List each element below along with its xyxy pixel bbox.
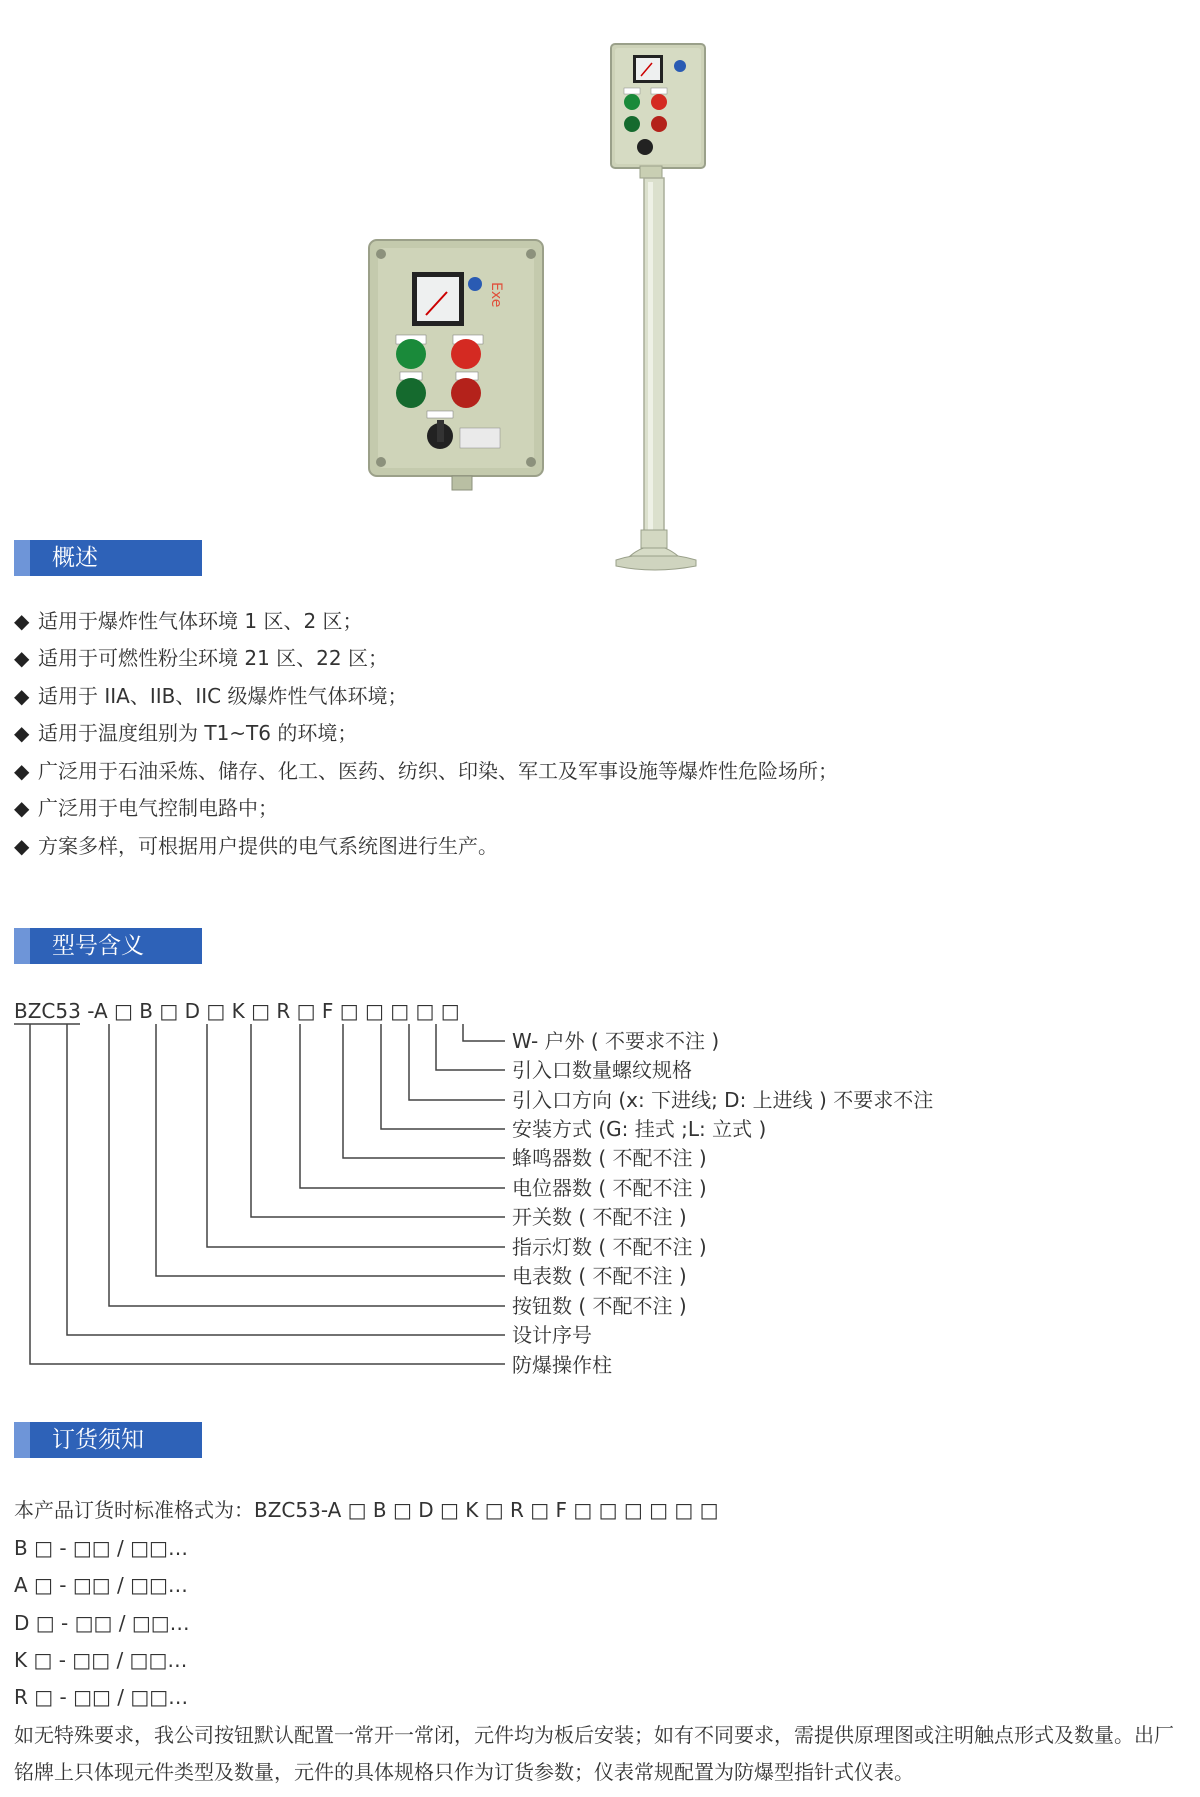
section-header-model xyxy=(14,928,202,964)
list-item: ◆ 适用于爆炸性气体环境 1 区、2 区； xyxy=(14,609,363,633)
legend-item: 安装方式 (G: 挂式 ;L: 立式 ) xyxy=(512,1117,767,1141)
order-format: 本产品订货时标准格式为：BZC53-A □ B □ D □ K □ R □ F □ □ □ □ □ □ xyxy=(14,1498,719,1522)
diamond-icon: ◆ xyxy=(14,759,30,783)
wall-station-illustration xyxy=(369,240,543,490)
order-line: K □ - □□ / □□… xyxy=(14,1648,188,1672)
list-item: ◆ 广泛用于石油采炼、储存、化工、医药、纺织、印染、军工及军事设施等爆炸性危险场所； xyxy=(14,759,838,783)
order-note: 如无特殊要求，我公司按钮默认配置一常开一常闭，元件均为板后安装；如有不同要求，需提供原理图或注明触点形式及数量。出厂铭牌上只体现元件类型及数量，元件的具体规格只作为订货参数；仪表常规配置为防爆型指针式仪表。 xyxy=(14,1723,1174,1784)
diamond-icon: ◆ xyxy=(14,721,30,745)
section-header-order xyxy=(14,1422,202,1458)
legend-item: 电表数 ( 不配不注 ) xyxy=(512,1264,687,1288)
legend-item: 设计序号 xyxy=(512,1323,592,1347)
exe-mark: Exe xyxy=(488,282,504,308)
list-item: ◆ 适用于可燃性粉尘环境 21 区、22 区； xyxy=(14,646,388,670)
order-line: B □ - □□ / □□… xyxy=(14,1536,188,1560)
section-title: 订货须知 xyxy=(52,1427,144,1453)
legend-item: 蜂鸣器数 ( 不配不注 ) xyxy=(512,1146,707,1170)
legend-item: 引入口方向 (x: 下进线; D: 上进线 ) 不要求不注 xyxy=(512,1088,934,1112)
list-item: ◆ 适用于 IIA、IIB、IIC 级爆炸性气体环境； xyxy=(14,684,408,708)
list-item: ◆ 广泛用于电气控制电路中； xyxy=(14,796,278,820)
list-item: ◆ 方案多样，可根据用户提供的电气系统图进行生产。 xyxy=(14,834,498,858)
legend-item: 防爆操作柱 xyxy=(512,1353,612,1377)
product-image xyxy=(0,0,1200,580)
order-line: R □ - □□ / □□… xyxy=(14,1685,189,1709)
diamond-icon: ◆ xyxy=(14,834,30,858)
legend-item: 开关数 ( 不配不注 ) xyxy=(512,1205,687,1229)
section-title: 型号含义 xyxy=(52,933,144,959)
order-line: A □ - □□ / □□… xyxy=(14,1573,188,1597)
legend-item: 按钮数 ( 不配不注 ) xyxy=(512,1294,687,1318)
section-accent xyxy=(14,540,30,576)
model-code: BZC53 -A □ B □ D □ K □ R □ F □ □ □ □ □ xyxy=(14,999,460,1023)
diamond-icon: ◆ xyxy=(14,609,30,633)
legend-item: 指示灯数 ( 不配不注 ) xyxy=(512,1235,707,1259)
section-accent xyxy=(14,1422,30,1458)
list-item: ◆ 适用于温度组别为 T1~T6 的环境； xyxy=(14,721,358,745)
diamond-icon: ◆ xyxy=(14,646,30,670)
legend-item: 电位器数 ( 不配不注 ) xyxy=(512,1176,707,1200)
section-header-overview xyxy=(14,540,202,576)
legend-item: 引入口数量螺纹规格 xyxy=(512,1058,692,1082)
section-accent xyxy=(14,928,30,964)
diamond-icon: ◆ xyxy=(14,796,30,820)
section-title: 概述 xyxy=(52,545,98,571)
column-station-illustration xyxy=(611,44,705,570)
legend-item: W- 户外 ( 不要求不注 ) xyxy=(512,1029,720,1053)
order-line: D □ - □□ / □□… xyxy=(14,1611,190,1635)
diamond-icon: ◆ xyxy=(14,684,30,708)
model-diagram-lines xyxy=(0,1020,520,1380)
